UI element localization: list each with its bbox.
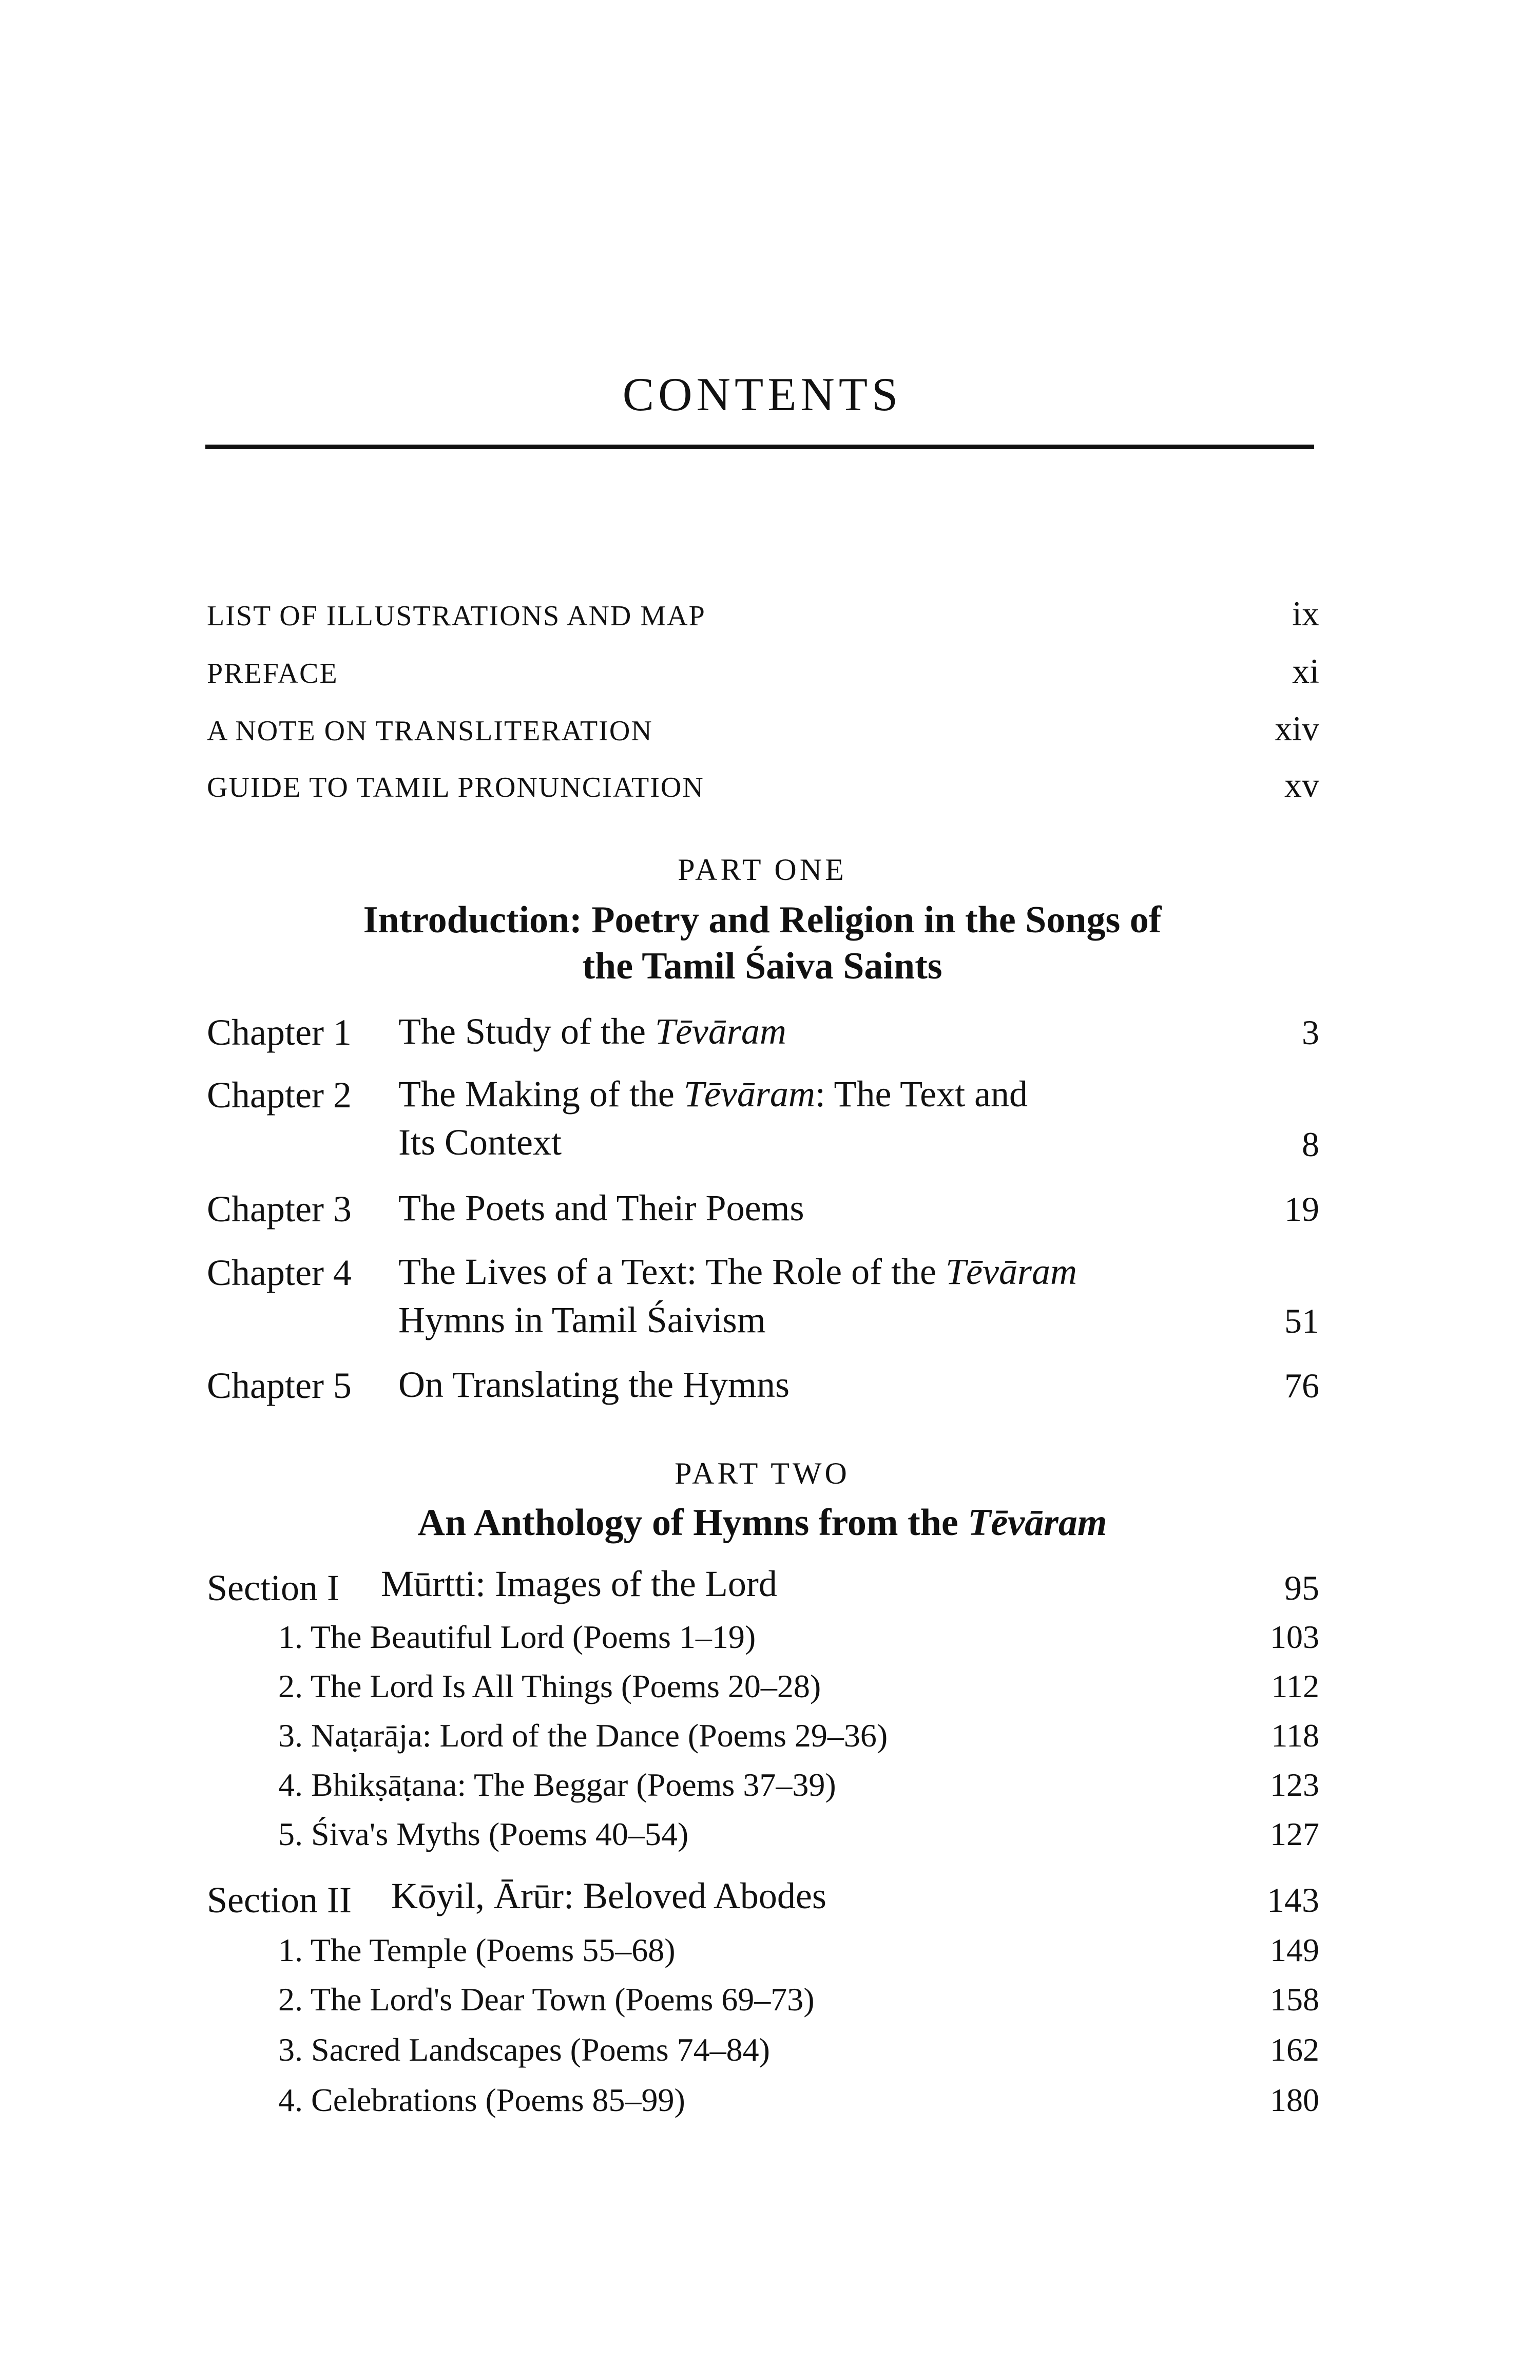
section-2-title[interactable]: Kōyil, Ārūr: Beloved Abodes: [391, 1875, 826, 1916]
chapter-title-italic: Tēvāram: [683, 1073, 815, 1115]
section-2-item-page: 158: [1270, 1981, 1319, 2018]
section-2-item[interactable]: 1. The Temple (Poems 55–68): [278, 1932, 676, 1968]
section-2-item-page: 149: [1270, 1932, 1319, 1968]
chapter-1-title[interactable]: [398, 1007, 786, 1055]
chapter-title-text: : The Text and: [815, 1073, 1028, 1115]
part-one-title-line1: Introduction: Poetry and Religion in the Songs of: [363, 899, 1162, 941]
page-title: CONTENTS: [622, 368, 902, 420]
section-2-item[interactable]: 4. Celebrations (Poems 85–99): [278, 2082, 685, 2118]
part-one-title-line2: the Tamil Śaiva Saints: [582, 945, 942, 987]
section-1-item[interactable]: 2. The Lord Is All Things (Poems 20–28): [278, 1668, 821, 1704]
front-matter-item-label[interactable]: A NOTE ON TRANSLITERATION: [207, 715, 653, 747]
section-2-item-page: 162: [1270, 2031, 1319, 2068]
section-1-label: Section I: [207, 1567, 339, 1608]
part-two-label: PART TWO: [675, 1456, 850, 1490]
front-matter-item-label[interactable]: LIST OF ILLUSTRATIONS AND MAP: [207, 600, 706, 632]
chapter-1-label: Chapter 1: [207, 1012, 352, 1053]
chapter-3-page: 19: [1284, 1189, 1319, 1229]
part-two-title-text: An Anthology of Hymns from the: [417, 1502, 968, 1544]
chapter-title-italic: Tēvāram: [654, 1011, 786, 1052]
chapter-2-page: 8: [1302, 1125, 1319, 1164]
section-1-item[interactable]: 4. Bhikṣāṭana: The Beggar (Poems 37–39): [278, 1767, 836, 1803]
section-2-item[interactable]: 3. Sacred Landscapes (Poems 74–84): [278, 2031, 770, 2068]
section-1-item-page: 127: [1270, 1816, 1319, 1852]
chapter-2-title[interactable]: [398, 1070, 1028, 1166]
chapter-1-page: 3: [1302, 1013, 1319, 1052]
chapter-5-title[interactable]: On Translating the Hymns: [398, 1364, 790, 1405]
front-matter-item-page: xiv: [1275, 709, 1319, 748]
front-matter-item-label[interactable]: GUIDE TO TAMIL PRONUNCIATION: [207, 772, 704, 803]
section-1-item[interactable]: 3. Naṭarāja: Lord of the Dance (Poems 29–36): [278, 1717, 888, 1754]
chapter-title-text: The Study of the: [398, 1011, 655, 1052]
part-one-label: PART ONE: [678, 853, 847, 887]
part-two-title-italic: Tēvāram: [968, 1502, 1107, 1544]
chapter-3-title[interactable]: The Poets and Their Poems: [398, 1187, 804, 1229]
front-matter-item-page: ix: [1292, 594, 1319, 633]
section-1-item-page: 112: [1271, 1668, 1319, 1704]
section-1-item-page: 103: [1270, 1619, 1319, 1655]
chapter-5-label: Chapter 5: [207, 1365, 352, 1406]
chapter-title-italic: Tēvāram: [946, 1251, 1077, 1292]
chapter-title-text: The Making of the: [398, 1073, 684, 1115]
chapter-2-label: Chapter 2: [207, 1074, 352, 1116]
chapter-3-label: Chapter 3: [207, 1188, 352, 1230]
chapter-title-line2: Its Context: [398, 1122, 562, 1163]
chapter-4-title[interactable]: [398, 1247, 1077, 1344]
part-two-title: [0, 1501, 1525, 1545]
chapter-4-page: 51: [1284, 1301, 1319, 1340]
section-1-title[interactable]: Mūrtti: Images of the Lord: [381, 1563, 777, 1604]
section-1-item-page: 118: [1271, 1717, 1319, 1754]
section-2-label: Section II: [207, 1879, 352, 1921]
front-matter-item-label[interactable]: PREFACE: [207, 658, 338, 689]
front-matter-item-page: xi: [1292, 651, 1319, 690]
title-rule: [205, 445, 1314, 449]
section-2-item[interactable]: 2. The Lord's Dear Town (Poems 69–73): [278, 1981, 815, 2018]
section-1-item[interactable]: 5. Śiva's Myths (Poems 40–54): [278, 1816, 689, 1852]
chapter-5-page: 76: [1284, 1366, 1319, 1405]
chapter-title-text: The Lives of a Text: The Role of the: [398, 1251, 946, 1292]
section-2-page: 143: [1267, 1880, 1319, 1920]
section-1-item-page: 123: [1270, 1767, 1319, 1803]
front-matter-item-page: xv: [1284, 765, 1319, 804]
section-1-page: 95: [1284, 1568, 1319, 1607]
chapter-4-label: Chapter 4: [207, 1252, 352, 1293]
section-2-item-page: 180: [1270, 2082, 1319, 2118]
section-1-item[interactable]: 1. The Beautiful Lord (Poems 1–19): [278, 1619, 756, 1655]
chapter-title-line2: Hymns in Tamil Śaivism: [398, 1299, 766, 1340]
